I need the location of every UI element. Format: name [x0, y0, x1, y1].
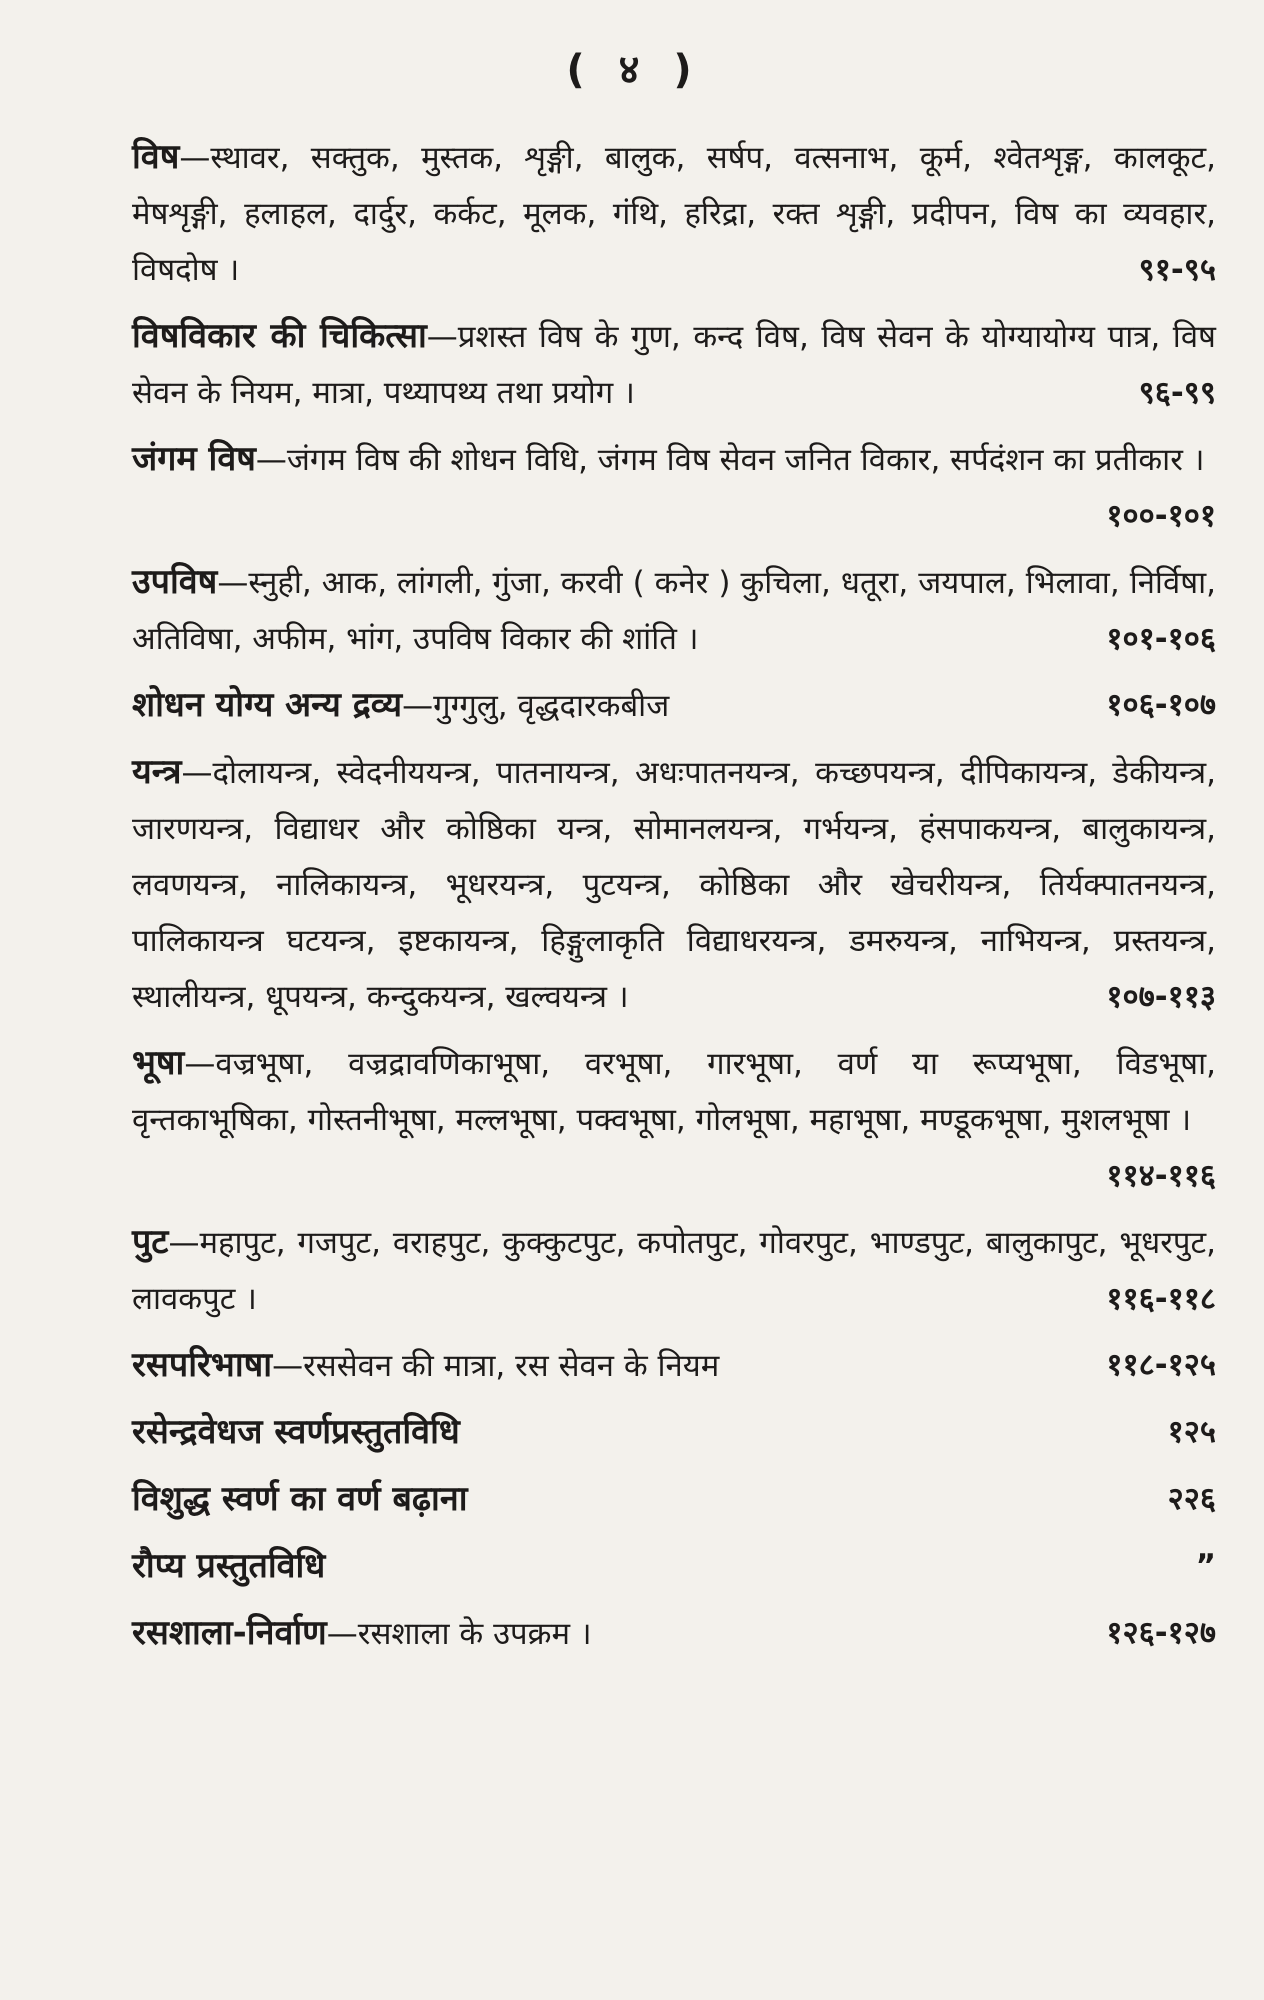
list-item — [52, 431, 1216, 544]
list-item — [52, 677, 1216, 734]
list-item — [52, 1214, 1216, 1327]
entry-pages: ११४-११६ — [1106, 1158, 1216, 1194]
entry-pages: ९६-९९ — [1138, 375, 1216, 411]
entry-text: —वज्रभूषा, वज्रद्रावणिकाभूषा, वरभूषा, गारभूषा, वर्ण या रूप्यभूषा, विडभूषा, वृन्तकाभूषिका, गोस्तनीभूषा, मल्लभूषा, पक्वभूषा, गोलभूषा, महाभूषा, मण्डूकभूषा, मुशलभूषा । — [132, 1046, 1216, 1138]
entry-heading: विशुद्ध स्वर्ण का वर्ण बढ़ाना — [132, 1479, 468, 1519]
entry-pages: १२६-१२७ — [1106, 1615, 1216, 1651]
entry-text: —प्रशस्त विष के गुण, कन्द विष, विष सेवन के योग्यायोग्य पात्र, विष सेवन के नियम, मात्रा, पथ्यापथ्य तथा प्रयोग । — [132, 319, 1216, 411]
entry-pages: १२५ — [1167, 1414, 1216, 1450]
entry-pages: १०७-११३ — [1106, 979, 1216, 1015]
entry-text: —महापुट, गजपुट, वराहपुट, कुक्कुटपुट, कपोतपुट, गोवरपुट, भाण्डपुट, बालुकापुट, भूधरपुट, लावकपुट । — [132, 1225, 1216, 1317]
entry-pages: १००-१०१ — [1106, 498, 1216, 534]
list-item — [52, 554, 1216, 667]
entry-pages: ९१-९५ — [1138, 252, 1216, 288]
entry-heading: विषविकार की चिकित्सा — [132, 316, 427, 356]
entry-text: —गुग्गुलु, वृद्धदारकबीज — [402, 688, 670, 724]
entry-heading: जंगम विष — [132, 439, 256, 479]
list-item — [52, 308, 1216, 421]
entry-heading: पुट — [132, 1222, 169, 1262]
entry-heading: यन्त्र — [132, 752, 182, 792]
list-item — [52, 129, 1216, 298]
entry-pages: २२६ — [1167, 1481, 1216, 1517]
entry-text: —रससेवन की मात्रा, रस सेवन के नियम — [272, 1348, 720, 1384]
entry-heading: शोधन योग्य अन्य द्रव्य — [132, 685, 403, 725]
entry-heading: रसेन्द्रवेधज स्वर्णप्रस्तुतविधि — [132, 1412, 460, 1452]
entry-pages: ११६-११८ — [1106, 1281, 1216, 1317]
entry-text: —स्थावर, सक्तुक, मुस्तक, शृङ्गी, बालुक, सर्षप, वत्सनाभ, कूर्म, श्वेतशृङ्ग, कालकूट, मेषशृङ्गी, हलाहल, दार्दुर, कर्कट, मूलक, गंथि, हरिद्रा, रक्त शृङ्गी, प्रदीपन, विष का व्यवहार, विषदोष । — [132, 140, 1216, 288]
entry-pages: ” — [1195, 1548, 1216, 1584]
page-number: ( ४ ) — [566, 47, 702, 93]
entry-text: —जंगम विष की शोधन विधि, जंगम विष सेवन जनित विकार, सर्पदंशन का प्रतीकार । — [255, 442, 1205, 478]
entry-text: —दोलायन्त्र, स्वेदनीययन्त्र, पातनायन्त्र, अधःपातनयन्त्र, कच्छपयन्त्र, दीपिकायन्त्र, डेकीयन्त्र, जारणयन्त्र, विद्याधर और कोष्ठिका यन्त्र, सोमानलयन्त्र, गर्भयन्त्र, हंसपाकयन्त्र, बालुकायन्त्र, लवणयन्त्र, नालिकायन्त्र, भूधरयन्त्र, पुटयन्त्र, कोष्ठिका और खेचरीयन्त्र, तिर्यक्पातनयन्त्र, पालिकायन्त्र घटयन्त्र, इष्टकायन्त्र, हिङ्गुलाकृति विद्याधरयन्त्र, डमरुयन्त्र, नाभियन्त्र, प्रस्तयन्त्र, स्थालीयन्त्र, धूपयन्त्र, कन्दुकयन्त्र, खल्वयन्त्र । — [132, 755, 1216, 1015]
entry-heading: रसशाला-निर्वाण — [132, 1613, 327, 1653]
list-item — [52, 1035, 1216, 1204]
entry-heading: उपविष — [132, 562, 218, 602]
list-item — [52, 1471, 1216, 1528]
entry-text: —रसशाला के उपक्रम । — [326, 1616, 592, 1652]
entry-pages: ११८-१२५ — [1106, 1347, 1216, 1383]
contents-list — [52, 129, 1216, 1662]
entry-heading: विष — [132, 137, 180, 177]
entry-pages: १०६-१०७ — [1106, 687, 1216, 723]
entry-heading: रौप्य प्रस्तुतविधि — [132, 1546, 326, 1586]
entry-heading: रसपरिभाषा — [132, 1345, 273, 1385]
list-item — [52, 744, 1216, 1025]
entry-text: —स्नुही, आक, लांगली, गुंजा, करवी ( कनेर ) कुचिला, धतूरा, जयपाल, भिलावा, निर्विषा, अतिविषा, अफीम, भांग, उपविष विकार की शांति । — [132, 565, 1216, 657]
list-item — [52, 1404, 1216, 1461]
list-item — [52, 1605, 1216, 1662]
entry-heading: भूषा — [132, 1043, 185, 1083]
entry-pages: १०१-१०६ — [1106, 621, 1216, 657]
list-item — [52, 1337, 1216, 1394]
list-item — [52, 1538, 1216, 1595]
